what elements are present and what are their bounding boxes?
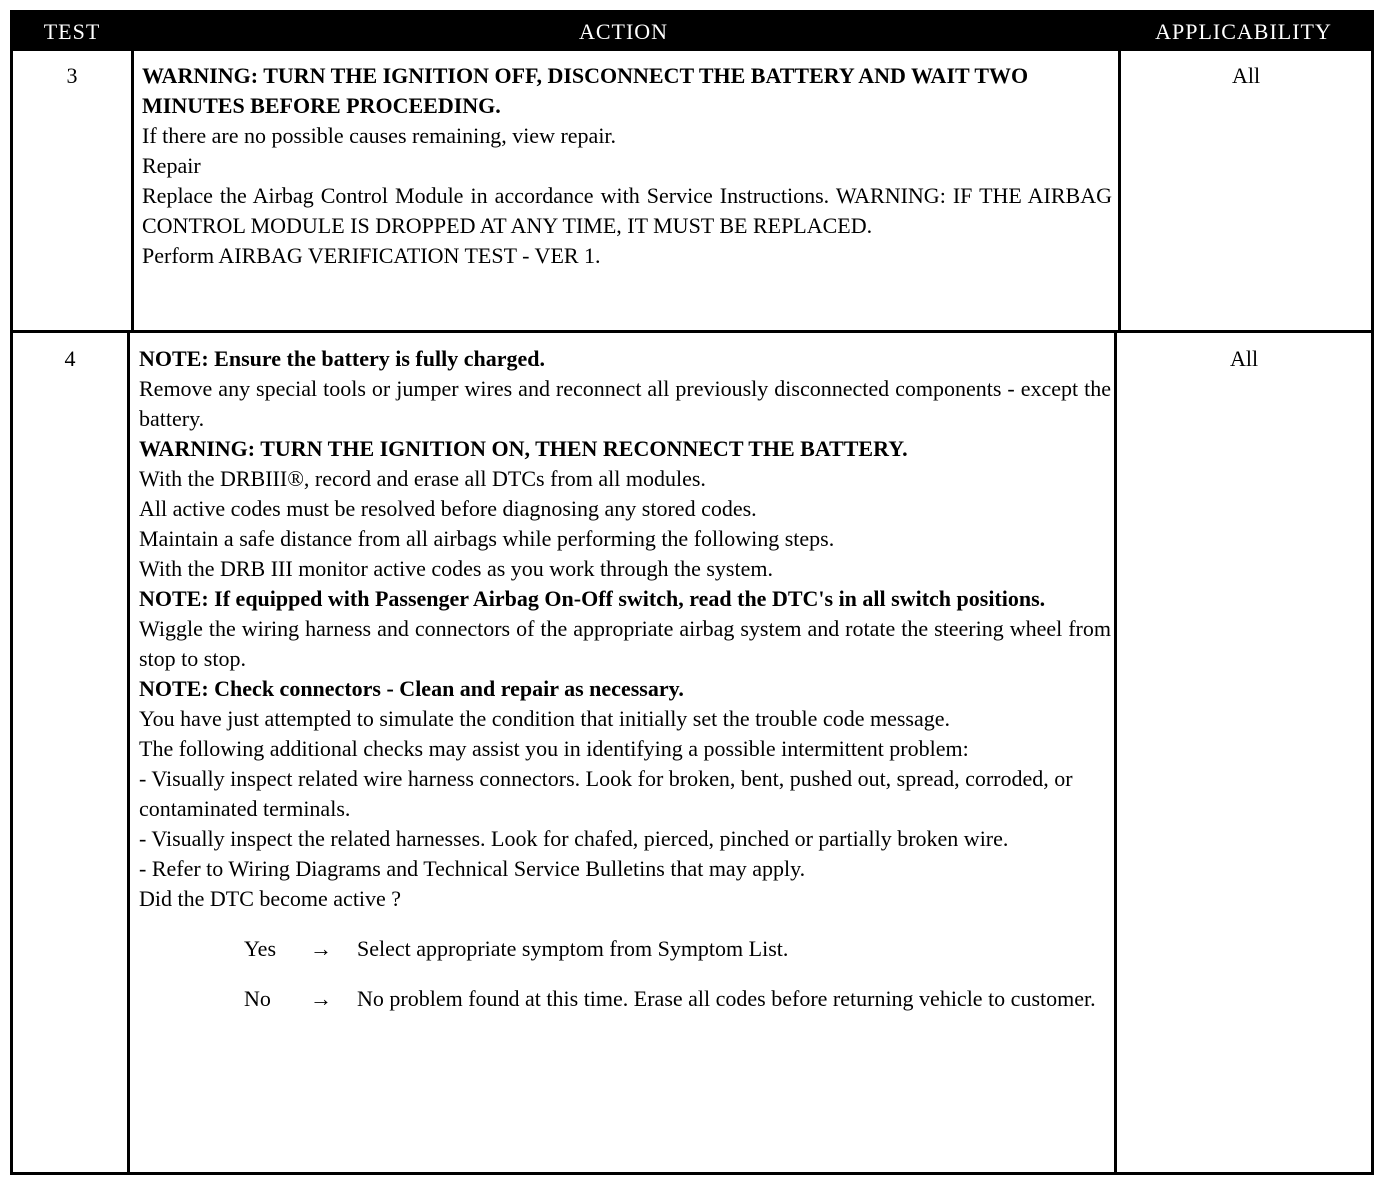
answer-text: No problem found at this time. Erase all codes before returning vehicle to customer. bbox=[357, 986, 1096, 1011]
action-text: Wiggle the wiring harness and connectors of the appropriate airbag system and rotate the steering wheel from stop to stop. bbox=[139, 616, 1111, 671]
action-text: If there are no possible causes remaining, view repair. bbox=[142, 123, 617, 148]
action-text: - Visually inspect the related harnesses. Look for chafed, pierced, pinched or partially broken wire. bbox=[139, 826, 1009, 851]
action-text: Maintain a safe distance from all airbags while performing the following steps. bbox=[139, 526, 835, 551]
action-cell bbox=[139, 344, 1111, 1014]
action-text: With the DRBIII®, record and erase all DTCs from all modules. bbox=[139, 466, 706, 491]
repair-text: Replace the Airbag Control Module in accordance with Service Instructions. WARNING: IF THE AIRBAG CONTROL MODULE IS DROPPED AT ANY TIME, IT MUST BE REPLACED. bbox=[142, 183, 1112, 238]
note-text: NOTE: Check connectors - Clean and repair as necessary. bbox=[139, 676, 684, 701]
answer-yes bbox=[244, 934, 1111, 964]
action-text: Remove any special tools or jumper wires and reconnect all previously disconnected components - except the battery. bbox=[139, 376, 1111, 431]
header-test: TEST bbox=[43, 19, 101, 44]
divider bbox=[1118, 51, 1121, 333]
action-text: You have just attempted to simulate the condition that initially set the trouble code message. bbox=[139, 706, 950, 731]
action-text: - Visually inspect related wire harness connectors. Look for broken, bent, pushed out, spread, corroded, or contaminated terminals. bbox=[139, 766, 1073, 821]
action-text: The following additional checks may assist you in identifying a possible intermittent problem: bbox=[139, 736, 969, 761]
row-divider bbox=[13, 330, 1371, 333]
warning-text: WARNING: TURN THE IGNITION ON, THEN RECONNECT THE BATTERY. bbox=[139, 436, 908, 461]
header-action: ACTION bbox=[578, 19, 669, 44]
answer-label: No bbox=[244, 986, 271, 1011]
action-text: - Refer to Wiring Diagrams and Technical Service Bulletins that may apply. bbox=[139, 856, 806, 881]
answer-label: Yes bbox=[244, 936, 277, 961]
diagnostic-table bbox=[10, 10, 1374, 1175]
warning-text: WARNING: TURN THE IGNITION OFF, DISCONNECT THE BATTERY AND WAIT TWO MINUTES BEFORE PROCEEDING. bbox=[142, 63, 1029, 118]
question-text: Did the DTC become active ? bbox=[139, 886, 402, 911]
divider bbox=[127, 333, 130, 1172]
header-applicability: APPLICABILITY bbox=[1155, 19, 1332, 44]
answer-text: Select appropriate symptom from Symptom List. bbox=[357, 936, 789, 961]
applicability-value: All bbox=[1229, 346, 1259, 371]
note-text: NOTE: Ensure the battery is fully charged. bbox=[139, 346, 545, 371]
test-number: 4 bbox=[64, 346, 76, 371]
repair-verify: Perform AIRBAG VERIFICATION TEST - VER 1. bbox=[142, 243, 601, 268]
divider bbox=[131, 51, 134, 333]
note-text: NOTE: If equipped with Passenger Airbag On-Off switch, read the DTC's in all switch positions. bbox=[139, 586, 1046, 611]
repair-label: Repair bbox=[142, 153, 201, 178]
divider bbox=[1114, 333, 1117, 1172]
action-text: All active codes must be resolved before diagnosing any stored codes. bbox=[139, 496, 757, 521]
action-cell bbox=[142, 61, 1112, 271]
action-text: With the DRB III monitor active codes as you work through the system. bbox=[139, 556, 773, 581]
arrow-right-icon: → bbox=[310, 986, 332, 1011]
arrow-right-icon: → bbox=[310, 936, 332, 961]
table-header bbox=[13, 13, 1371, 51]
applicability-value: All bbox=[1231, 63, 1261, 88]
answer-no bbox=[244, 984, 1111, 1014]
test-number: 3 bbox=[66, 63, 78, 88]
